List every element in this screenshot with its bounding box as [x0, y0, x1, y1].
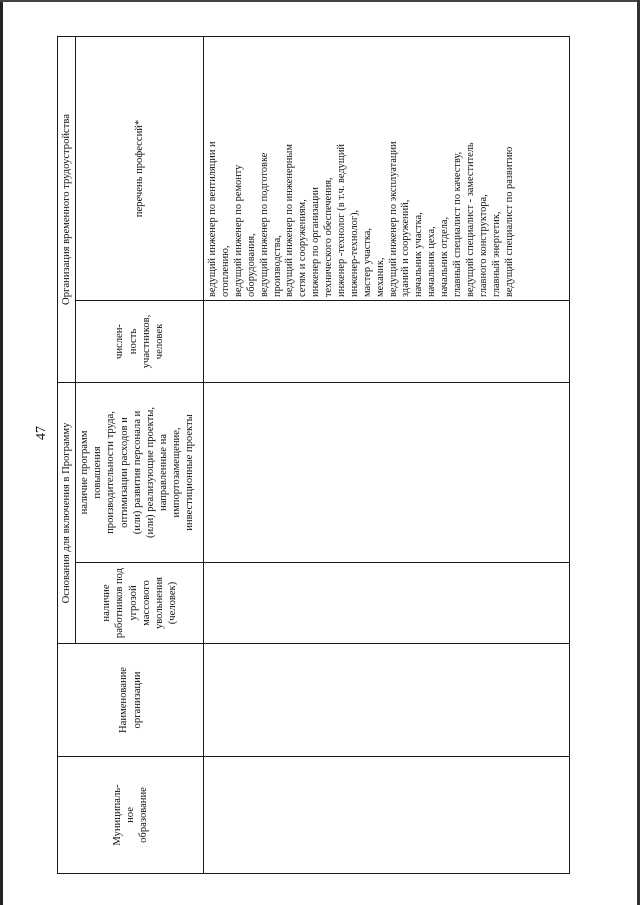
page-number: 47 — [34, 426, 49, 440]
header-group-basis: Основания для включения в Программу — [58, 382, 76, 643]
header-participants: числен- ность участников, человек — [76, 300, 204, 382]
rotated-table-wrapper — [57, 37, 570, 874]
cell-municipality — [204, 757, 570, 874]
header-row-1 — [58, 36, 76, 873]
cell-org-name — [204, 644, 570, 757]
header-workers-threat: наличие работников под угрозой массового увольнения (человек) — [76, 563, 204, 644]
cell-professions: ведущий инженер по вентиляции и отоплению, ведущий инженер по ремонту оборудования, ведущий инженер по подготовке производства, ведущий инженер по инженерным сетям и сооружениям, инженер по организации технического обеспечения, инженер -технолог (в т.ч. ведущий инженер-технолог), мастер участка, механик, ведущий инженер по эксплуатации зданий и сооружений, начальник участка, начальник цеха, начальник отдела, главный специалист по качеству, ведущий специалист - заместитель главного конструктора, главный энергетик, ведущий специалист по развитию — [204, 36, 570, 300]
cell-workers-threat — [204, 563, 570, 644]
cell-programs — [204, 382, 570, 562]
header-professions: перечень профессий* — [76, 36, 204, 300]
header-org-name: Наименование организации — [58, 644, 204, 757]
table-row — [204, 36, 570, 873]
scan-edge-top — [0, 0, 640, 2]
program-table — [57, 36, 570, 874]
cell-participants — [204, 300, 570, 382]
header-municipality: Муниципаль- ное образование — [58, 757, 204, 874]
scan-edge-left — [0, 0, 3, 905]
header-group-employment: Организация временного трудоустройства — [58, 36, 76, 382]
header-programs: наличие программ повышения производительности труда, оптимизации расходов и (или) развития персонала и (или) реализующие проекты, направленные на импортозамещение, инвестиционные проекты — [76, 382, 204, 562]
